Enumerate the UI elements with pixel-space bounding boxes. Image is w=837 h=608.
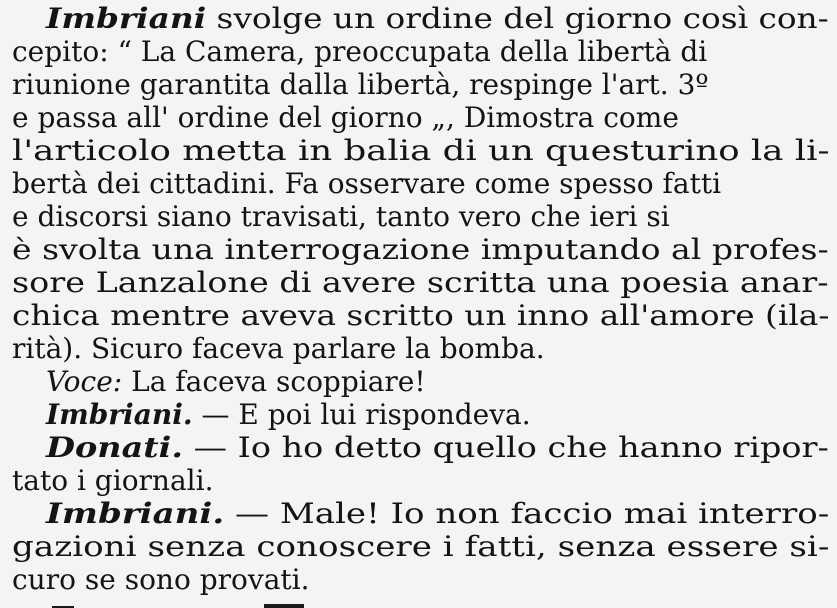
line-text: l'articolo metta in balia di un questurino la li- (12, 134, 830, 167)
text-line-7 (12, 200, 670, 234)
line-text: — Io ho detto quello che hanno ripor- (183, 431, 829, 464)
line-text: rità). Sicuro faceva parlare la bomba. (12, 332, 545, 365)
speaker-name: Voce: (46, 365, 123, 398)
speaker-name: Imbriani. (46, 398, 193, 431)
text-line-1 (46, 2, 829, 36)
line-text: — E poi lui rispondeva. (192, 398, 531, 431)
text-line-5 (12, 134, 829, 168)
speaker-name: Donati. (46, 431, 184, 464)
speaker-name: Imbriani. (46, 497, 225, 530)
text-line-3 (12, 68, 709, 102)
line-text: curo se sono provati. (12, 563, 310, 596)
text-line-16 (46, 497, 829, 531)
text-line-8 (12, 233, 829, 267)
text-line-13 (46, 398, 531, 432)
text-line-10 (12, 299, 829, 333)
line-text: riunione garantita dalla libertà, respinge l'art. 3º (12, 68, 709, 101)
text-line-12 (46, 365, 426, 399)
line-text: La faceva scoppiare! (122, 365, 426, 398)
text-line-15 (12, 464, 213, 498)
line-text: sore Lanzalone di avere scritta una poesia anar- (12, 266, 829, 299)
text-line-2 (12, 35, 707, 69)
line-text: e passa all' ordine del giorno „, Dimostra come (12, 101, 679, 134)
line-text: chica mentre aveva scritto un inno all'amore (ila- (12, 299, 830, 332)
text-line-9 (12, 266, 828, 300)
line-text: — Male! Io non faccio mai interro- (224, 497, 830, 530)
text-line-17 (12, 530, 829, 564)
cropped-next-line (12, 588, 837, 608)
text-line-6 (12, 167, 721, 201)
speaker-name: Imbriani (46, 2, 207, 35)
text-line-11 (12, 332, 545, 366)
line-text: è svolta una interrogazione imputando al profes- (12, 233, 829, 266)
text-line-14 (46, 431, 829, 465)
line-text: e discorsi siano travisati, tanto vero che ieri si (12, 200, 670, 233)
line-text: svolge un ordine del giorno così con- (206, 2, 829, 35)
line-text: bertà dei cittadini. Fa osservare come spesso fatti (12, 167, 722, 200)
line-text: cepito: “ La Camera, preoccupata della libertà di (12, 35, 708, 68)
line-text: tato i giornali. (12, 464, 214, 497)
line-text: gazioni senza conoscere i fatti, senza essere si- (12, 530, 830, 563)
text-line-4 (12, 101, 679, 135)
cropped-text-fragment (12, 594, 837, 608)
